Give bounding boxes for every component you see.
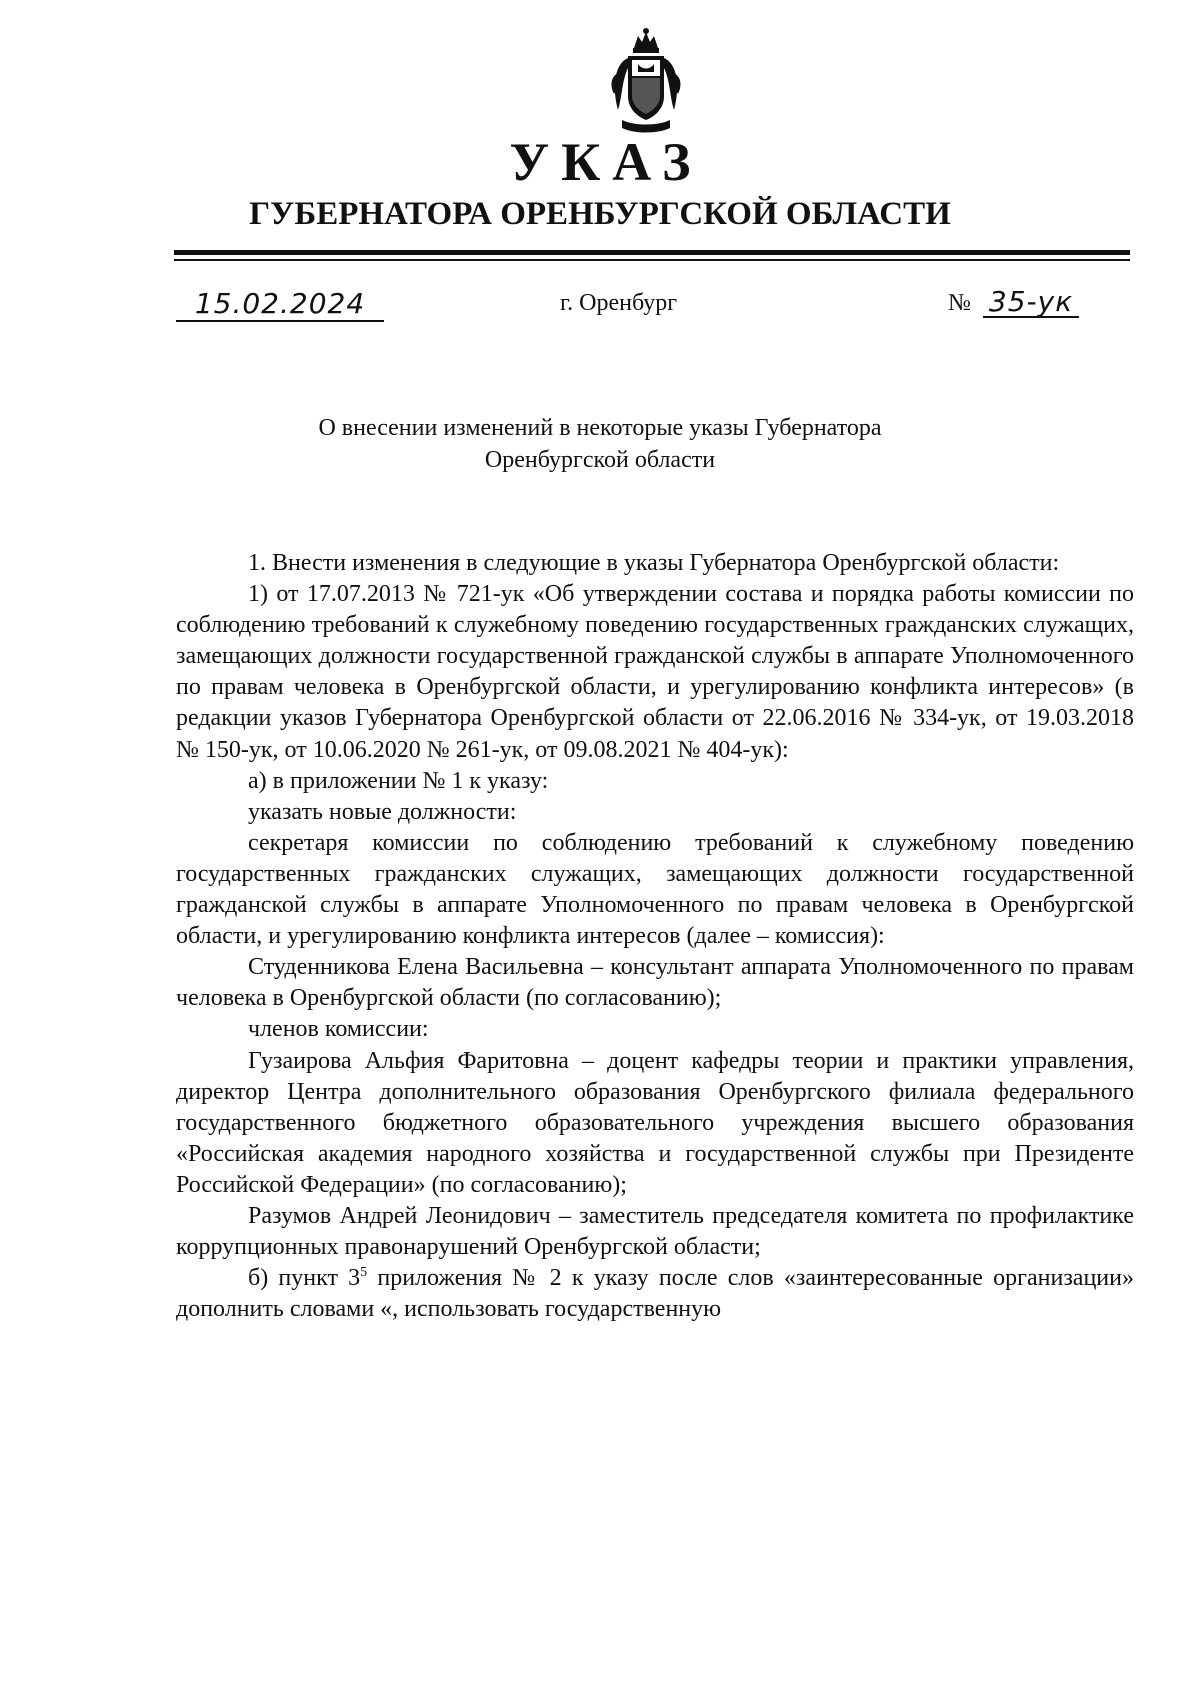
issuer-title: ГУБЕРНАТОРА ОРЕНБУРГСКОЙ ОБЛАСТИ bbox=[249, 196, 951, 232]
paragraph: а) в приложении № 1 к указу: bbox=[248, 767, 549, 794]
city-label: г. Оренбург bbox=[560, 290, 678, 316]
decree-title: УКАЗ bbox=[509, 132, 703, 192]
document-title bbox=[0, 412, 1200, 476]
paragraph-text: б) пункт 3 bbox=[248, 1265, 361, 1292]
paragraph: 1. Внести изменения в следующие в указы Губернатора Оренбургской области: bbox=[248, 550, 1060, 576]
paragraph: Разумов Андрей Леонидович – заместитель председателя комитета по профилактике коррупционных правонарушений Оренбургской области; bbox=[176, 1202, 1134, 1261]
decree-number-block bbox=[948, 285, 1079, 319]
paragraph: секретаря комиссии по соблюдению требований к служебному поведению государственных гражданских служащих, замещающих должности государственной гражданской службы в аппарате Уполномоченного по правам человека в Оренбургской области, и урегулированию конфликта интересов (далее – комиссия): bbox=[176, 829, 1134, 950]
paragraph bbox=[176, 1263, 1134, 1325]
decree-number: 35-ук bbox=[983, 288, 1079, 318]
paragraph: Студенникова Елена Васильевна – консультант аппарата Уполномоченного по правам человека в Оренбургской области (по согласованию); bbox=[176, 954, 1134, 1012]
document-title-line-2: Оренбургской области bbox=[484, 447, 716, 473]
paragraph: 1) от 17.07.2013 № 721-ук «Об утверждении состава и порядка работы комиссии по соблюдению требований к служебному поведению государственных гражданских служащих, замещающих должности государственной гражданской службы в аппарате Уполномоченного по правам человека в Оренбургской области, и урегулированию конфликта интересов» (в редакции указов Губернатора Оренбургской области от 22.06.2016 № 334-ук, от 19.03.2018 № 150-ук, от 10.06.2020 № 261-ук, от 09.08.2021 № 404-ук): bbox=[176, 581, 1134, 763]
document-title-line-1: О внесении изменений в некоторые указы Губернатора bbox=[318, 415, 882, 441]
decree-date: 15.02.2024 bbox=[176, 290, 384, 322]
paragraph: указать новые должности: bbox=[248, 798, 517, 825]
paragraph: членов комиссии: bbox=[248, 1016, 429, 1043]
coat-of-arms-emblem bbox=[608, 28, 684, 136]
number-sign: № bbox=[948, 290, 971, 316]
paragraph: Гузаирова Альфия Фаритовна – доцент кафедры теории и практики управления, директор Центра дополнительного образования Оренбургского филиала федерального государственного бюджетного образовательного учреждения высшего образования «Российская академия народного хозяйства и государственной службы при Президенте Российской Федерации» (по согласованию); bbox=[176, 1047, 1134, 1198]
paragraph-text: приложения № 2 к указу после слов «заинтересованные организации» дополнить словами «, использовать государственную bbox=[176, 1265, 1134, 1323]
header-divider-thin bbox=[174, 259, 1130, 261]
superscript: 5 bbox=[360, 1265, 368, 1281]
header-divider-thick bbox=[174, 250, 1130, 255]
coat-of-arms-icon bbox=[608, 28, 684, 136]
document-body bbox=[176, 548, 1134, 1325]
